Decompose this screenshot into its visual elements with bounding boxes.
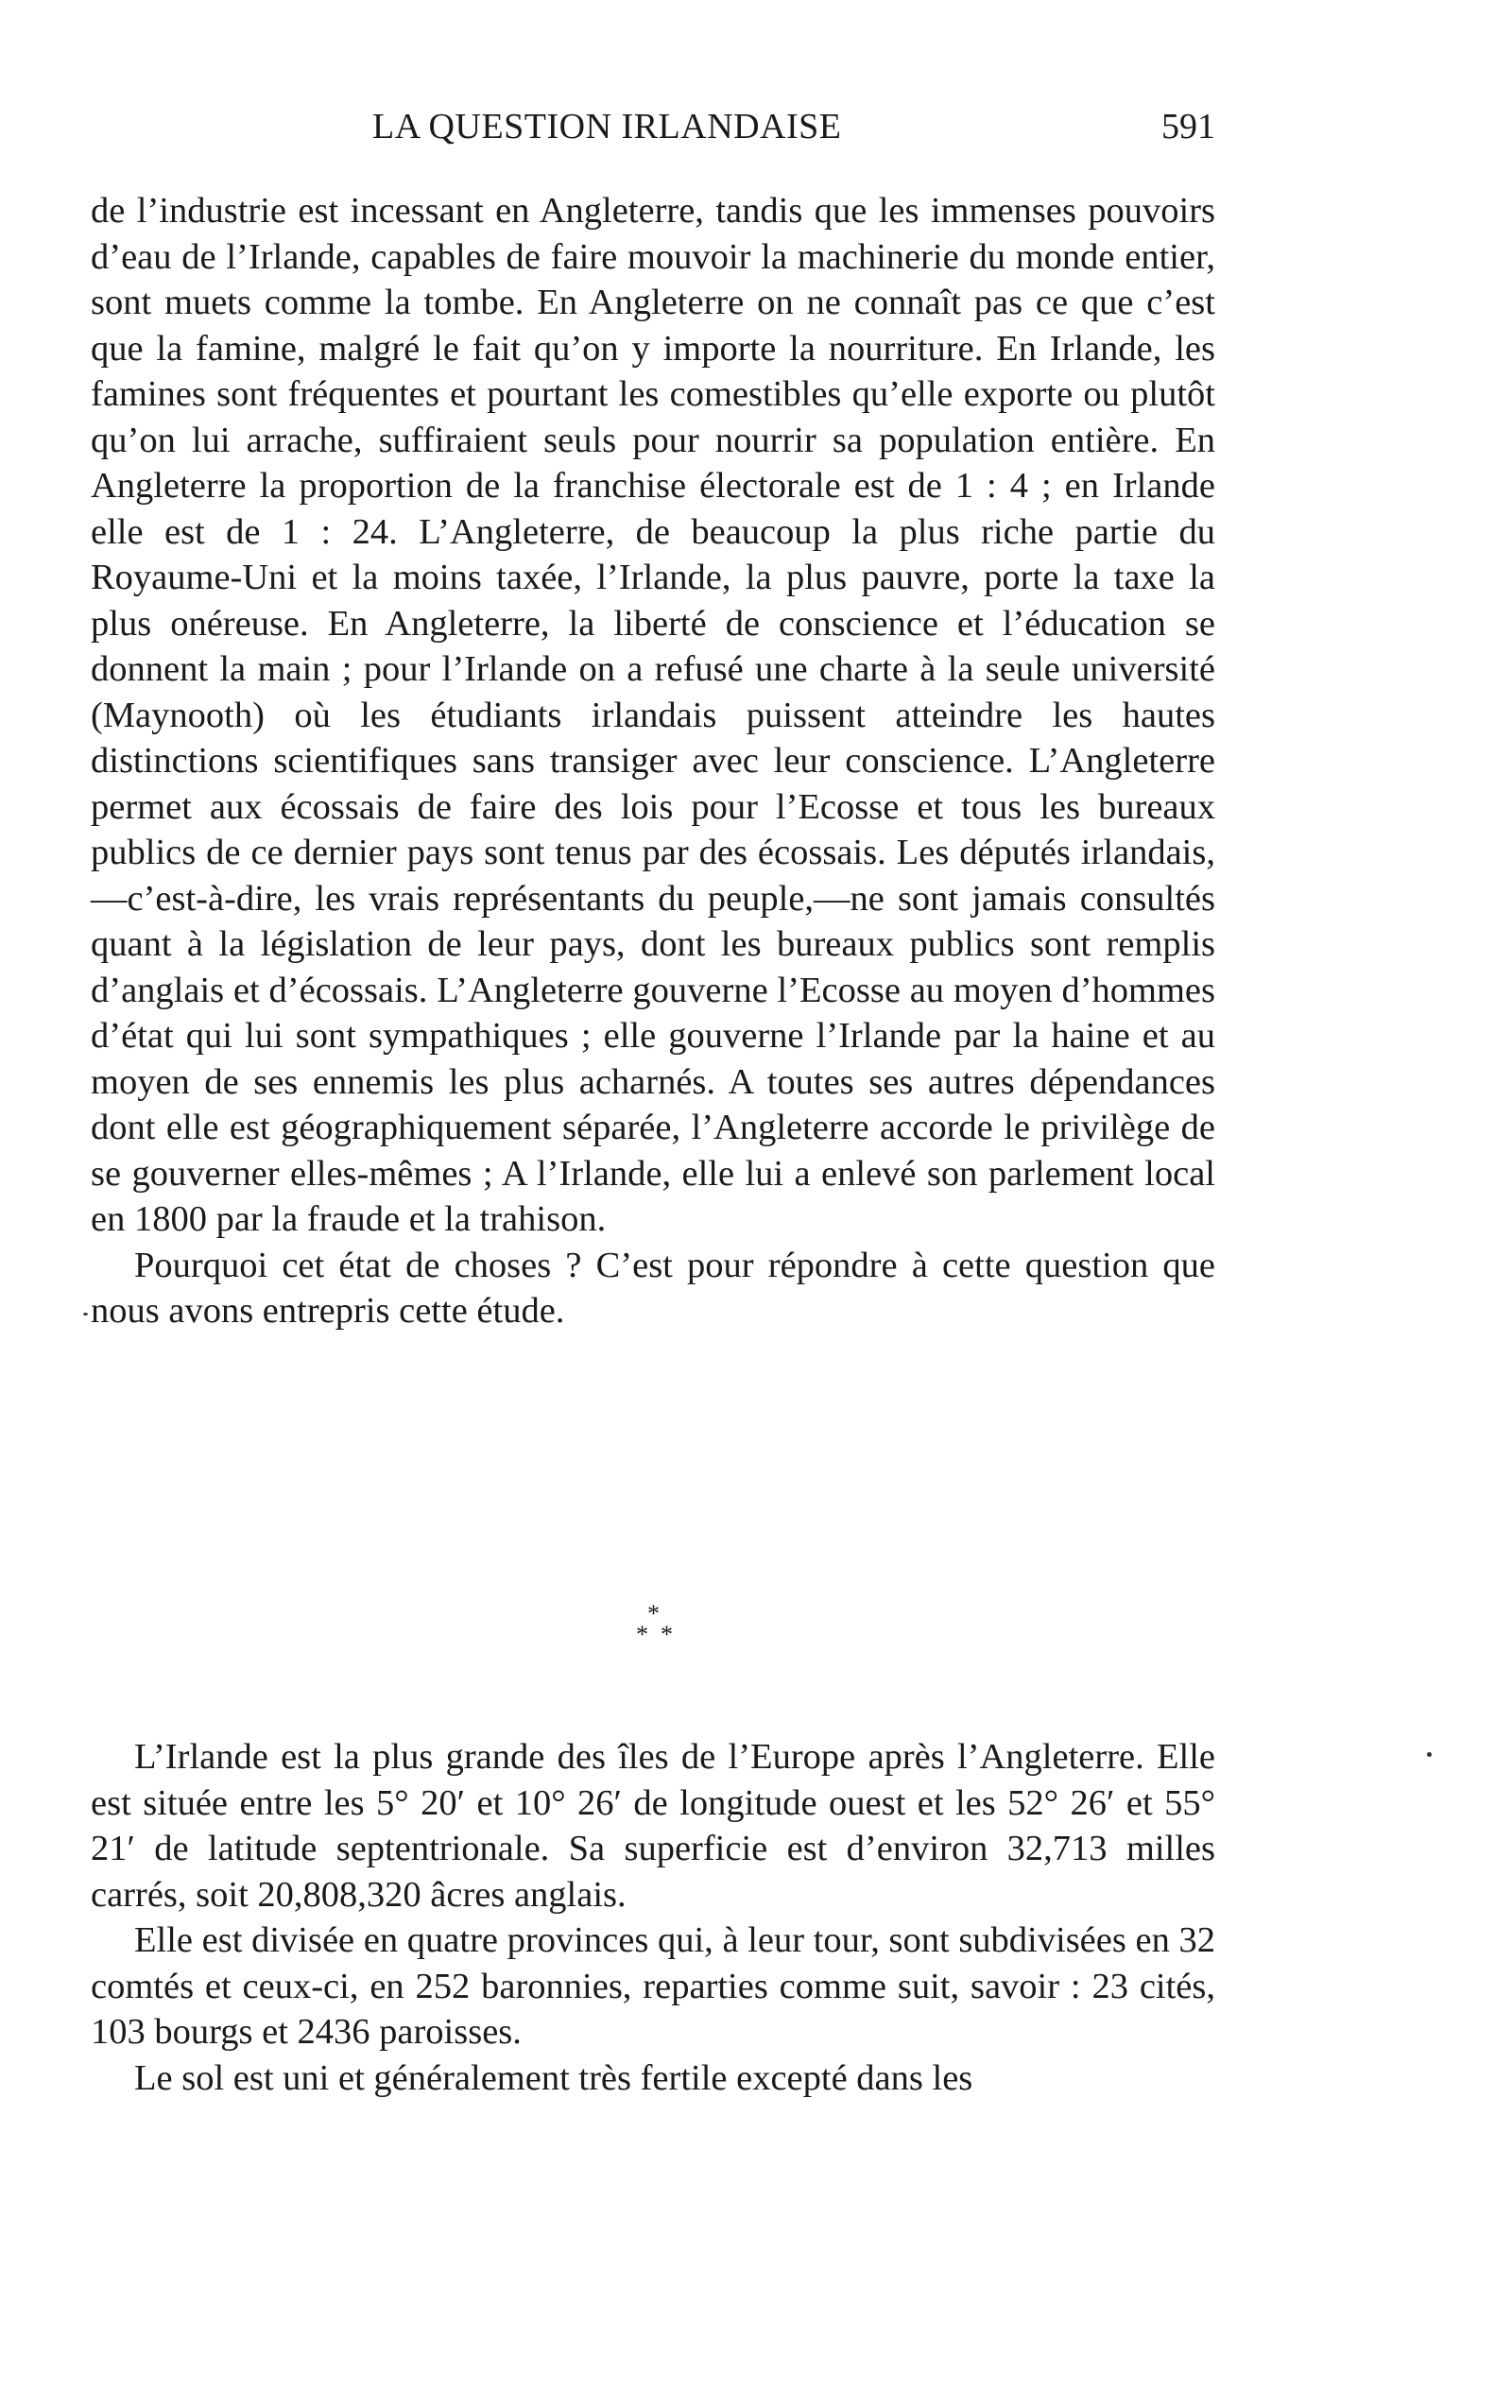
page-number: 591 — [1161, 107, 1215, 146]
text-section-continued — [91, 188, 1215, 1334]
margin-speck — [83, 1313, 88, 1316]
paragraph: L’Irlande est la plus grande des îles de l’Europe après l’Angleterre. Elle est située entre les 5° 20′ et 10° 26′ de longitude ouest et les 52° 26′ et 55° 21′ de latitude septentrionale. Sa superficie est d’environ 32,713 milles carrés, soit 20,808,320 âcres anglais. — [91, 1737, 1215, 1915]
paragraph-continued: de l’industrie est incessant en Angleterre, tandis que les immenses pouvoirs d’eau de l’Irlande, capables de faire mouvoir la machinerie du monde entier, sont muets comme la tombe. En Angleterre on ne connaît pas ce que c’est que la famine, malgré le fait qu’on y importe la nourriture. En Irlande, les famines sont fréquentes et pourtant les comestibles qu’elle exporte ou plutôt qu’on lui arrache, suffiraient seuls pour nourrir sa population entière. En Angleterre la proportion de la franchise électorale est de 1 : 4 ; en Irlande elle est de 1 : 24. L’Angleterre, de beaucoup la plus riche partie du Royaume-Uni et la moins taxée, l’Irlande, la plus pauvre, porte la taxe la plus onéreuse. En Angleterre, la liberté de conscience et l’éducation se donnent la main ; pour l’Irlande on a refusé une charte à la seule université (Maynooth) où les étudiants irlandais puissent atteindre les hautes distinctions scientifiques sans transiger avec leur conscience. L’Angleterre permet aux écossais de faire des lois pour l’Ecosse et tous les bureaux publics de ce dernier pays sont tenus par des écossais. Les députés irlandais,—c’est-à-dire, les vrais représentants du peuple,—ne sont jamais consultés quant à la législation de leur pays, dont les bureaux publics sont remplis d’anglais et d’écossais. L’Angleterre gouverne l’Ecosse au moyen d’hommes d’état qui lui sont sympathiques ; elle gouverne l’Irlande par la haine et au moyen de ses ennemis les plus acharnés. A toutes ses autres dépendances dont elle est géographiquement séparée, l’Angleterre accorde le privilège de se gouverner elles-mêmes ; A l’Irlande, elle lui a enlevé son parlement local en 1800 par la fraude et la trahison. — [91, 191, 1215, 1239]
asterisk-glyph: * — [647, 1600, 660, 1627]
text-section-new — [91, 1734, 1215, 2101]
paragraph: Pourquoi cet état de choses ? C’est pour répondre à cette question que nous avons entrepris cette étude. — [91, 1245, 1215, 1331]
paragraph: Elle est divisée en quatre provinces qui, à leur tour, sont subdivisées en 32 comtés et ceux-ci, en 252 baronnies, reparties comme suit, savoir : 23 cités, 103 bourgs et 2436 paroisses. — [91, 1920, 1215, 2052]
asterisk-glyph: * — [661, 1621, 673, 1648]
section-separator-asterism — [628, 1602, 685, 1659]
asterisk-glyph: * — [636, 1621, 648, 1648]
running-title: LA QUESTION IRLANDAISE — [372, 107, 842, 146]
paragraph: Le sol est uni et généralement très fertile excepté dans les — [134, 2057, 973, 2098]
margin-speck — [1427, 1752, 1432, 1757]
page-header — [91, 106, 1215, 153]
